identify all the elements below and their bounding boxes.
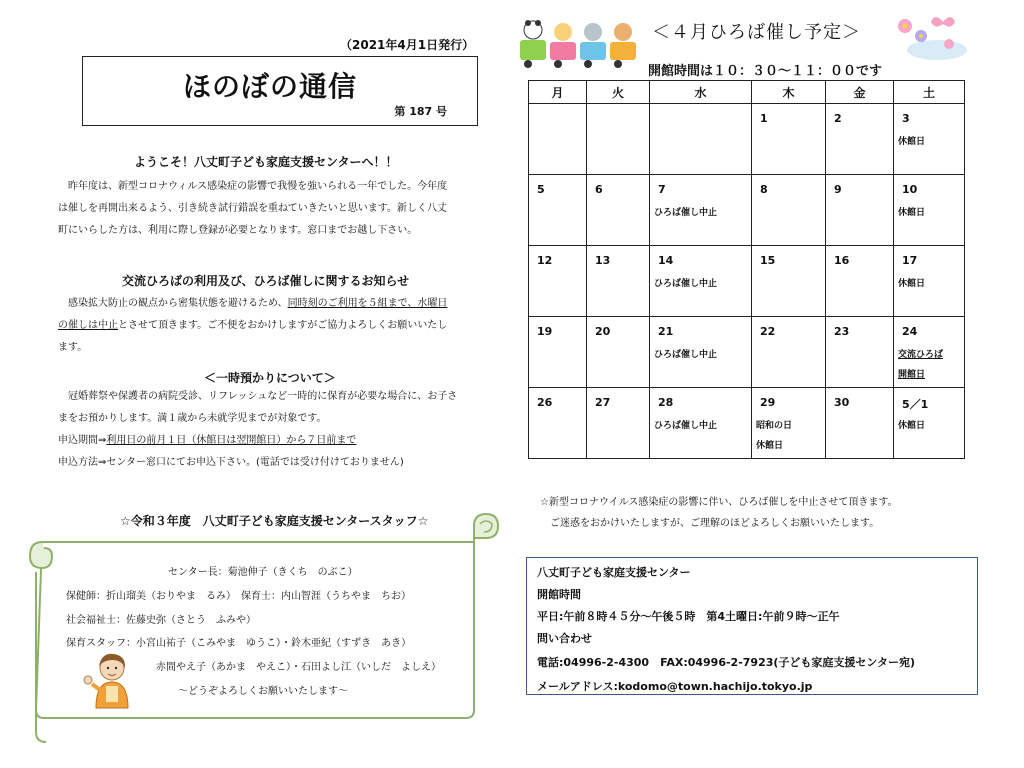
covid-notice — [540, 492, 898, 534]
calendar-day-cell — [587, 175, 650, 246]
childcare-line-2: まをお預かりします。満１歳から未就学児までが対象です。 — [58, 413, 327, 424]
hours-value: 平日:午前８時４５分～午後５時 第4土曜日:午前９時～正午 — [537, 610, 840, 623]
plaza-line-1 — [58, 293, 498, 315]
calendar-day-number: 22 — [760, 325, 776, 338]
staff-closing: ～どうぞよろしくお願いいたします～ — [178, 686, 348, 697]
calendar-day-cell — [650, 388, 752, 459]
calendar-day-number: 21 — [658, 325, 674, 338]
calendar-day-cell — [894, 104, 965, 175]
calendar-event-label: 交流ひろば — [898, 350, 944, 360]
calendar-day-cell — [894, 317, 965, 388]
calendar-day-cell — [650, 104, 752, 175]
calendar-event-label: 休館日 — [898, 421, 926, 431]
calendar-event-label: 開館日 — [898, 370, 926, 380]
email-address: メールアドレス:kodomo@town.hachijo.tokyo.jp — [537, 680, 813, 693]
staff-line-director: センター長：菊池伸子（きくち のぶこ） — [168, 567, 358, 578]
calendar-day-cell — [587, 104, 650, 175]
welcome-heading: ようこそ！八丈町子ども家庭支援センターへ！！ — [134, 155, 398, 169]
calendar-weekday-row — [529, 81, 965, 104]
calendar-day-number: 28 — [658, 396, 674, 409]
calendar-week-row — [529, 317, 965, 388]
calendar-day-number: 2 — [834, 112, 842, 125]
calendar-week-row — [529, 104, 965, 175]
calendar-day-number: 19 — [537, 325, 553, 338]
calendar-event-label: 休館日 — [756, 441, 784, 451]
animal-train-icon — [516, 12, 644, 70]
weekday-wed: 水 — [650, 81, 752, 104]
calendar-day-number: 1 — [760, 112, 768, 125]
calendar-day-cell — [752, 175, 826, 246]
calendar-day-number: 26 — [537, 396, 553, 409]
calendar-day-cell — [894, 246, 965, 317]
staff-illustration-icon — [78, 650, 138, 710]
calendar-day-cell — [529, 246, 587, 317]
weekday-mon: 月 — [529, 81, 587, 104]
calendar-day-number: 6 — [595, 183, 603, 196]
weekday-sat: 土 — [894, 81, 965, 104]
covid-notice-line-1: ☆新型コロナウイルス感染症の影響に伴い、ひろば催しを中止させて頂きます。 — [540, 497, 898, 508]
calendar-week-row — [529, 388, 965, 459]
calendar-event-label: ひろば催し中止 — [654, 421, 718, 431]
issue-number: 第 187 号 — [394, 105, 447, 118]
welcome-line-3: 町にいらした方は、利用に際し登録が必要となります。窓口までお越し下さい。 — [58, 225, 418, 236]
hours-label: 開館時間 — [537, 588, 581, 601]
calendar-day-number: 27 — [595, 396, 611, 409]
calendar-day-number: 29 — [760, 396, 776, 409]
calendar-day-number: 5 — [537, 183, 545, 196]
calendar-day-number: 10 — [902, 183, 918, 196]
opening-hours: 開館時間は１０：３０～１１：００です — [648, 64, 883, 79]
staff-line-social-worker: 社会福祉士：佐藤史弥（さとう ふみや） — [66, 615, 256, 626]
calendar-day-cell — [826, 104, 894, 175]
calendar-event-label: 休館日 — [898, 279, 926, 289]
welcome-line-1: 昨年度は、新型コロナウィルス感染症の影響で我慢を強いられる一年でした。今年度 — [68, 181, 448, 192]
welcome-text — [58, 176, 498, 242]
calendar-day-cell — [529, 317, 587, 388]
calendar-day-cell — [826, 388, 894, 459]
plaza-line-2-plain: とさせて頂きます。ご不便をおかけしますがご協力よろしくお願いいたし — [118, 320, 448, 331]
covid-notice-line-2: ご迷惑をおかけいたしますが、ご理解のほどよろしくお願いいたします。 — [540, 518, 880, 529]
phone-fax: 電話:04996-2-4300 FAX:04996-2-7923(子ども家庭支援センター宛) — [537, 656, 915, 669]
childcare-period-label: 申込期間⇒ — [58, 435, 107, 446]
calendar-day-cell — [752, 317, 826, 388]
flowers-butterfly-icon — [885, 8, 969, 64]
calendar-day-cell — [587, 317, 650, 388]
calendar-day-cell — [587, 388, 650, 459]
weekday-thu: 木 — [752, 81, 826, 104]
calendar-event-label: 休館日 — [898, 208, 926, 218]
childcare-line-1: 冠婚葬祭や保護者の病院受診、リフレッシュなど一時的に保育が必要な場合に、お子さ — [68, 391, 458, 402]
calendar-day-cell — [650, 317, 752, 388]
calendar-day-cell — [529, 175, 587, 246]
staff-line-care-staff-2: 赤間やえ子（あかま やえこ）・石田よし江（いしだ よしえ） — [156, 662, 441, 673]
calendar-week-row — [529, 246, 965, 317]
weekday-fri: 金 — [826, 81, 894, 104]
calendar-day-cell — [894, 388, 965, 459]
calendar-day-number: 23 — [834, 325, 850, 338]
plaza-line-3: ます。 — [58, 342, 88, 353]
calendar-day-number: 24 — [902, 325, 918, 338]
childcare-method: 申込方法⇒センター窓口にてお申込下さい。(電話では受け付けておりません) — [58, 457, 404, 468]
newsletter-title-box — [82, 56, 478, 126]
childcare-heading: ＜一時預かりについて＞ — [204, 371, 336, 385]
center-info-box — [526, 557, 978, 695]
calendar-day-number: 15 — [760, 254, 776, 267]
calendar-day-number: 20 — [595, 325, 611, 338]
calendar-title: ＜４月ひろば催し予定＞ — [652, 22, 861, 43]
welcome-line-2: は催しを再開出来るよう、引き続き試行錯誤を重ねていきたいと思います。新しく八丈 — [58, 203, 447, 214]
calendar-day-cell — [826, 317, 894, 388]
childcare-text — [58, 386, 498, 474]
calendar-day-number: 3 — [902, 112, 910, 125]
calendar-day-cell — [529, 104, 587, 175]
issue-date: （2021年4月1日発行） — [340, 38, 475, 52]
childcare-period — [58, 430, 498, 452]
weekday-tue: 火 — [587, 81, 650, 104]
plaza-heading: 交流ひろばの利用及び、ひろば催しに関するお知らせ — [122, 274, 410, 288]
calendar-day-cell — [894, 175, 965, 246]
calendar-day-number: 8 — [760, 183, 768, 196]
contact-label: 問い合わせ — [537, 632, 592, 645]
calendar-day-number: 17 — [902, 254, 918, 267]
event-calendar — [528, 80, 965, 459]
calendar-day-number: 30 — [834, 396, 850, 409]
staff-heading: ☆令和３年度 八丈町子ども家庭支援センタースタッフ☆ — [120, 514, 429, 528]
plaza-line-2-underlined: の催しは中止 — [58, 320, 118, 331]
plaza-text — [58, 293, 498, 359]
calendar-event-label: 昭和の日 — [756, 421, 793, 431]
plaza-line-2 — [58, 315, 498, 337]
calendar-day-cell — [752, 246, 826, 317]
calendar-event-label: 休館日 — [898, 137, 926, 147]
center-name: 八丈町子ども家庭支援センター — [537, 566, 691, 579]
calendar-day-number: 5／1 — [902, 398, 929, 411]
calendar-day-cell — [587, 246, 650, 317]
calendar-day-number: 7 — [658, 183, 666, 196]
calendar-day-number: 9 — [834, 183, 842, 196]
calendar-event-label: ひろば催し中止 — [654, 208, 718, 218]
calendar-day-cell — [826, 246, 894, 317]
plaza-line-1-plain: 感染拡大防止の観点から密集状態を避けるため、 — [68, 298, 288, 309]
calendar-event-label: ひろば催し中止 — [654, 350, 718, 360]
staff-line-nurse-teacher: 保健師：折山瑠美（おりやま るみ） 保育士：内山智涯（うちやま ちお） — [66, 591, 411, 602]
newsletter-title: ほのぼの通信 — [183, 70, 358, 103]
calendar-day-cell — [529, 388, 587, 459]
calendar-day-number: 12 — [537, 254, 553, 267]
calendar-day-number: 14 — [658, 254, 674, 267]
calendar-day-cell — [752, 104, 826, 175]
childcare-period-value: 利用日の前月１日（休館日は翌開館日）から７日前まで — [106, 435, 357, 446]
calendar-week-row — [529, 175, 965, 246]
calendar-day-cell — [650, 246, 752, 317]
calendar-day-number: 16 — [834, 254, 850, 267]
calendar-day-cell — [826, 175, 894, 246]
plaza-line-1-underlined: 同時刻のご利用を５組まで、水曜日 — [287, 298, 448, 309]
calendar-event-label: ひろば催し中止 — [654, 279, 718, 289]
calendar-day-cell — [752, 388, 826, 459]
calendar-day-number: 13 — [595, 254, 611, 267]
calendar-day-cell — [650, 175, 752, 246]
staff-line-care-staff-1: 保育スタッフ：小宮山祐子（こみやま ゆうこ）・鈴木亜紀（すずき あき） — [66, 638, 412, 649]
